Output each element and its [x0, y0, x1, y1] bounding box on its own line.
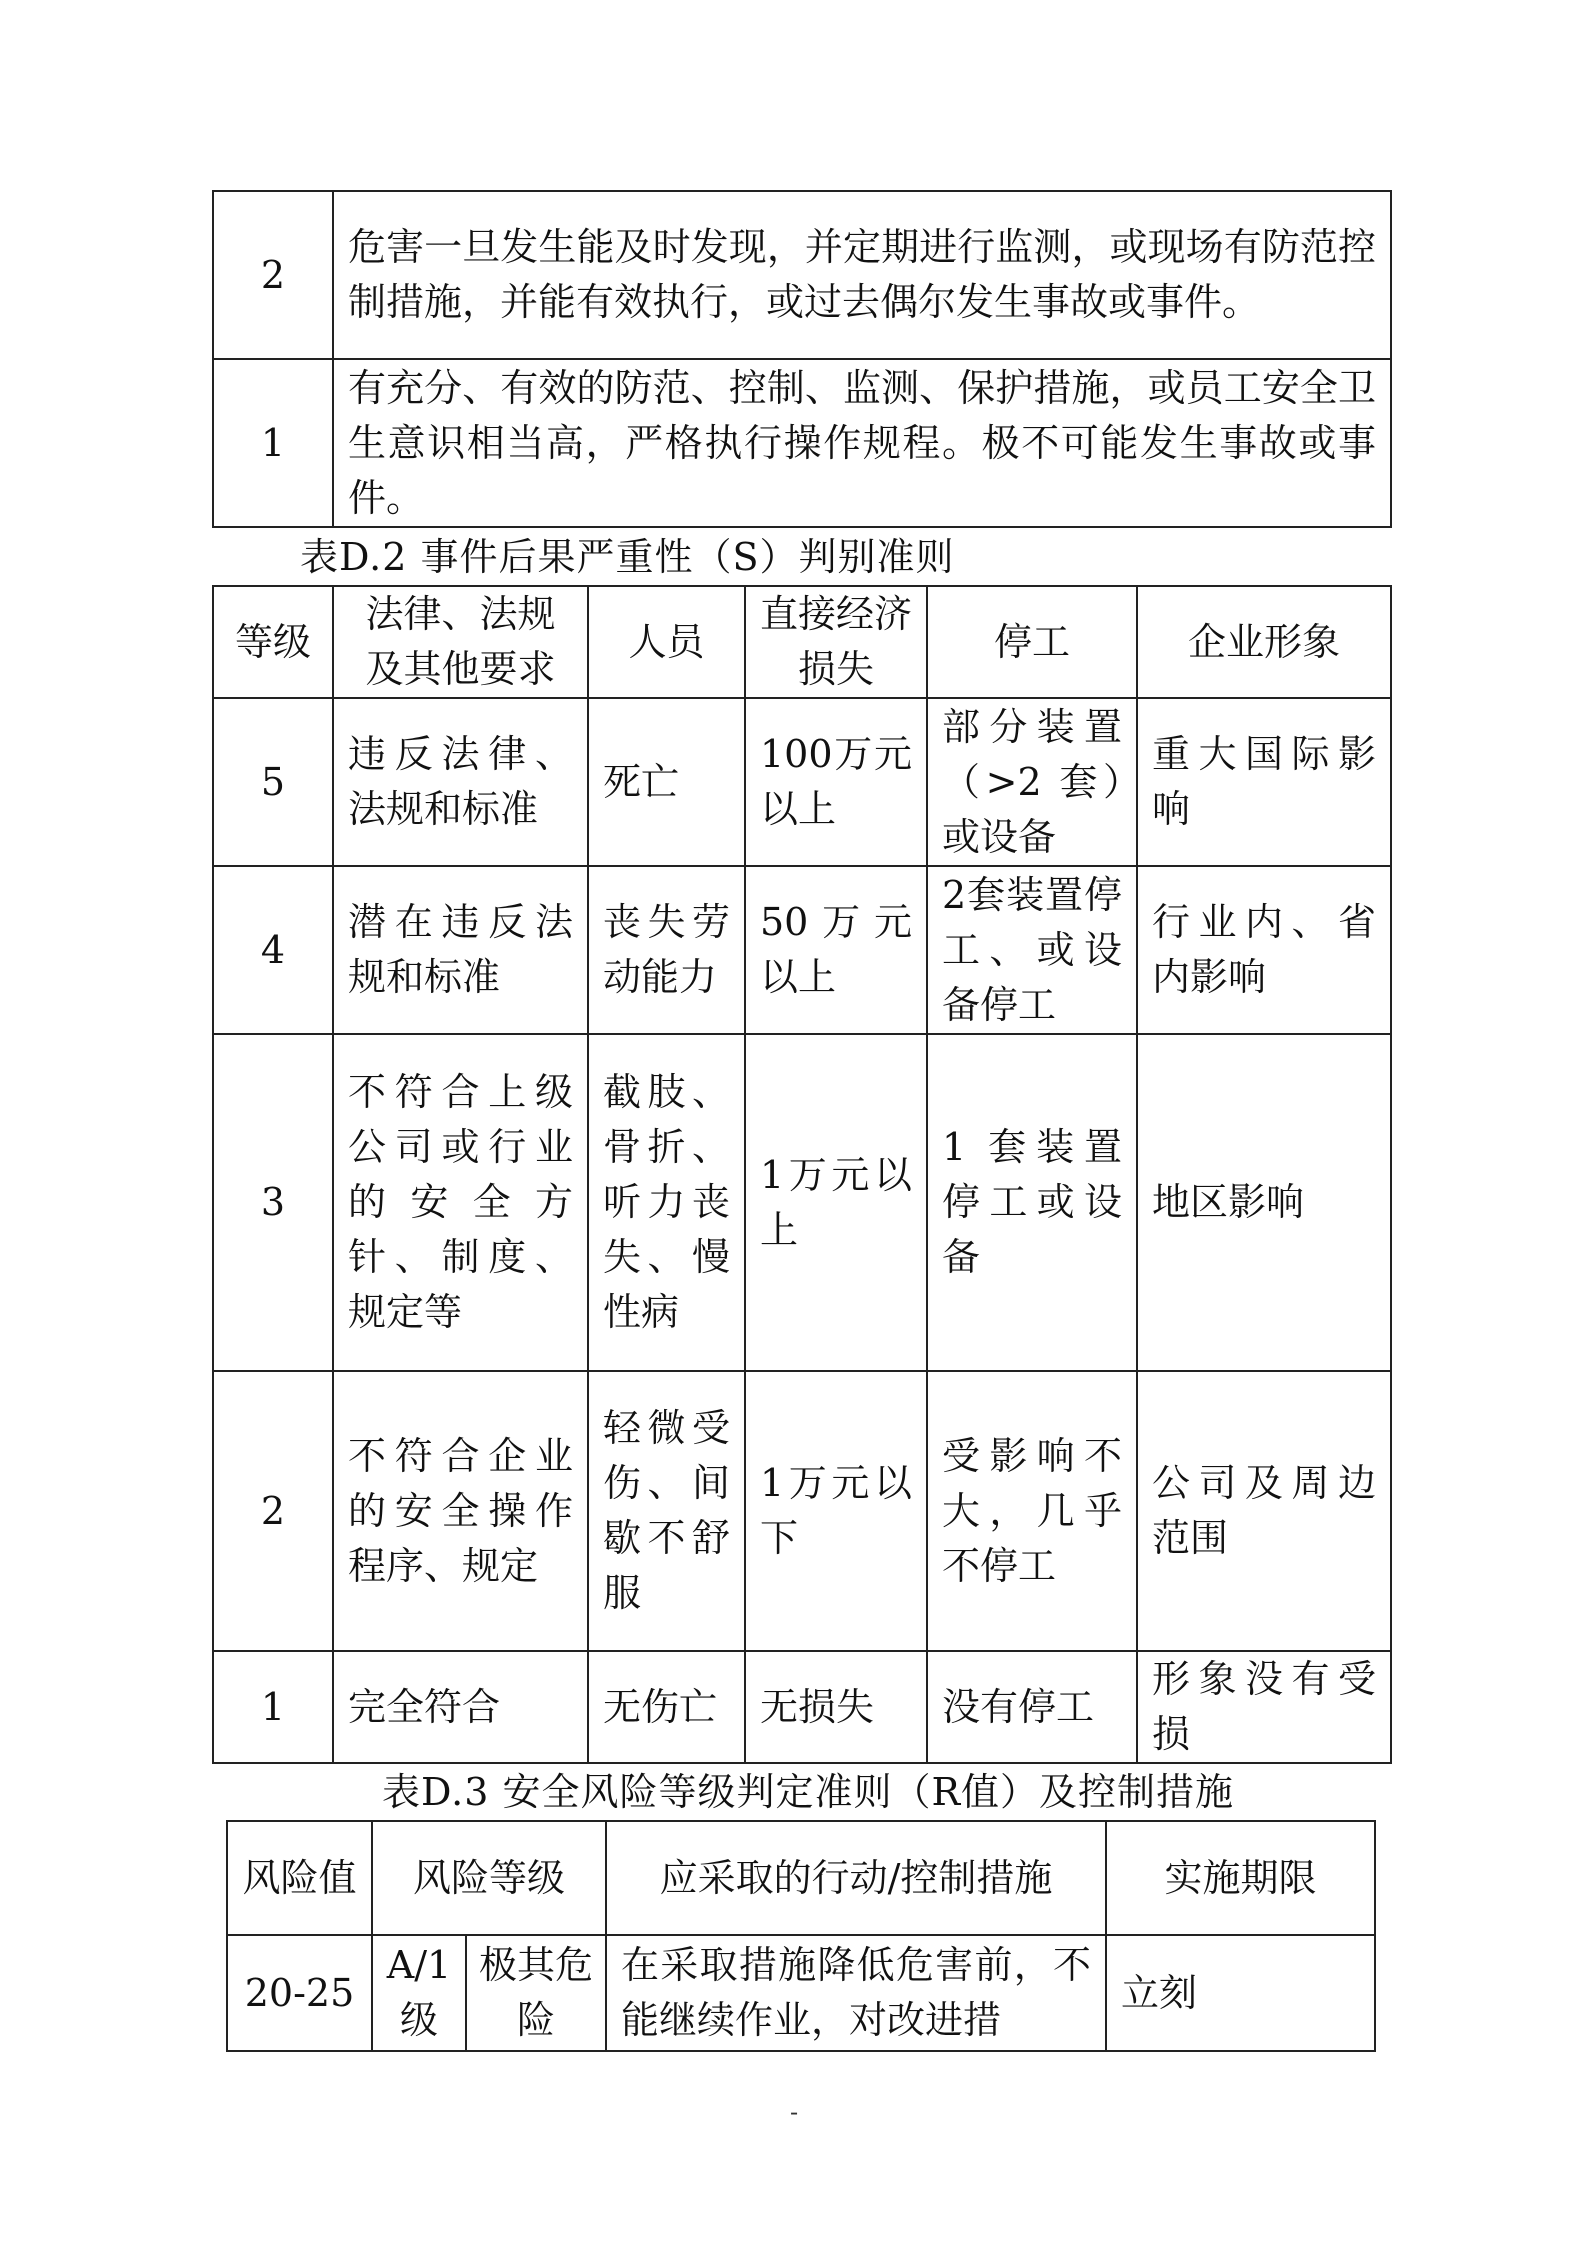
stop-cell: 2套装置停工、或设备停工 — [927, 866, 1137, 1034]
level-cell: 5 — [213, 698, 333, 866]
header-action: 应采取的行动/控制措施 — [606, 1821, 1106, 1935]
law-cell: 不符合企业的安全操作程序、规定 — [333, 1371, 588, 1651]
law-cell: 潜在违反法规和标准 — [333, 866, 588, 1034]
table-header-row — [213, 586, 1391, 698]
header-period: 实施期限 — [1106, 1821, 1375, 1935]
loss-cell: 无损失 — [745, 1651, 927, 1763]
header-image: 企业形象 — [1137, 586, 1391, 698]
image-cell: 行业内、省内影响 — [1137, 866, 1391, 1034]
description-cell: 有充分、有效的防范、控制、监测、保护措施，或员工安全卫生意识相当高，严格执行操作规程。极不可能发生事故或事件。 — [333, 359, 1391, 527]
header-risk-value: 风险值 — [227, 1821, 372, 1935]
header-law: 法律、法规及其他要求 — [333, 586, 588, 698]
law-cell: 不符合上级公司或行业的安全方针、制度、规定等 — [333, 1034, 588, 1371]
table-d2-caption: 表D.2 事件后果严重性（S）判别准则 — [300, 535, 955, 579]
table-d1-continued — [212, 190, 1392, 528]
grade-cell: A/1级 — [372, 1935, 466, 2051]
image-cell: 公司及周边范围 — [1137, 1371, 1391, 1651]
law-cell: 违反法律、法规和标准 — [333, 698, 588, 866]
image-cell: 形象没有受损 — [1137, 1651, 1391, 1763]
stop-cell: 没有停工 — [927, 1651, 1137, 1763]
level-cell: 1 — [213, 1651, 333, 1763]
loss-cell: 100万元以上 — [745, 698, 927, 866]
loss-cell: 1万元以上 — [745, 1034, 927, 1371]
header-loss: 直接经济损失 — [745, 586, 927, 698]
action-cell: 在采取措施降低危害前，不能继续作业，对改进措 — [606, 1935, 1106, 2051]
personnel-cell: 截肢、骨折、听力丧失、慢性病 — [588, 1034, 745, 1371]
loss-cell: 1万元以下 — [745, 1371, 927, 1651]
table-row — [213, 1371, 1391, 1651]
law-cell: 完全符合 — [333, 1651, 588, 1763]
personnel-cell: 死亡 — [588, 698, 745, 866]
stop-cell: 部分装置（>2 套）或设备 — [927, 698, 1137, 866]
level-cell: 2 — [213, 1371, 333, 1651]
level-cell: 4 — [213, 866, 333, 1034]
personnel-cell: 轻微受伤、间歇不舒服 — [588, 1371, 745, 1651]
table-d2 — [212, 585, 1392, 1764]
stop-cell: 受影响不大，几乎不停工 — [927, 1371, 1137, 1651]
table-row — [213, 359, 1391, 527]
personnel-cell: 无伤亡 — [588, 1651, 745, 1763]
table-row — [213, 1034, 1391, 1371]
table-d3-caption: 表D.3 安全风险等级判定准则（R值）及控制措施 — [382, 1770, 1235, 1814]
danger-cell: 极其危险 — [466, 1935, 606, 2051]
risk-value-cell: 20-25 — [227, 1935, 372, 2051]
table-header-row — [227, 1821, 1375, 1935]
table-d3 — [226, 1820, 1376, 2052]
loss-cell: 50万元以上 — [745, 866, 927, 1034]
table-row — [213, 191, 1391, 359]
table-row — [213, 866, 1391, 1034]
page-number-mark: - — [790, 2098, 799, 2126]
level-cell: 3 — [213, 1034, 333, 1371]
table-row — [227, 1935, 1375, 2051]
header-personnel: 人员 — [588, 586, 745, 698]
image-cell: 重大国际影响 — [1137, 698, 1391, 866]
level-cell: 2 — [213, 191, 333, 359]
table-row — [213, 698, 1391, 866]
personnel-cell: 丧失劳动能力 — [588, 866, 745, 1034]
header-level: 等级 — [213, 586, 333, 698]
header-risk-level: 风险等级 — [372, 1821, 606, 1935]
description-cell: 危害一旦发生能及时发现，并定期进行监测，或现场有防范控制措施，并能有效执行，或过去偶尔发生事故或事件。 — [333, 191, 1391, 359]
period-cell: 立刻 — [1106, 1935, 1375, 2051]
image-cell: 地区影响 — [1137, 1034, 1391, 1371]
table-row — [213, 1651, 1391, 1763]
stop-cell: 1 套装置停工或设备 — [927, 1034, 1137, 1371]
header-stop: 停工 — [927, 586, 1137, 698]
level-cell: 1 — [213, 359, 333, 527]
